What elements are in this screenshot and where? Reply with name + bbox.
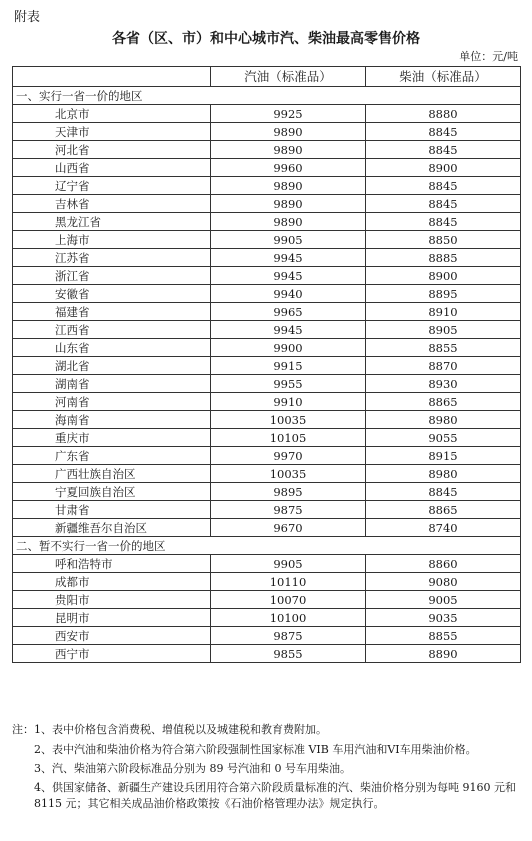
gasoline-price-cell: 9900: [211, 339, 366, 357]
table-row: [13, 483, 521, 501]
region-cell: 西宁市: [13, 645, 211, 663]
footnote-3: 3、汽、柴油第六阶段标准品分别为 89 号汽油和 0 号车用柴油。: [34, 762, 351, 775]
gasoline-price-cell: 9955: [211, 375, 366, 393]
region-cell: 广东省: [13, 447, 211, 465]
table-row: [13, 285, 521, 303]
diesel-price-cell: 9055: [366, 429, 521, 447]
price-table: [12, 66, 521, 663]
gasoline-price-cell: 9905: [211, 555, 366, 573]
region-cell: 山西省: [13, 159, 211, 177]
diesel-price-cell: 8930: [366, 375, 521, 393]
diesel-price-cell: 9035: [366, 609, 521, 627]
region-cell: 安徽省: [13, 285, 211, 303]
region-cell: 新疆维吾尔自治区: [13, 519, 211, 537]
diesel-price-cell: 8880: [366, 105, 521, 123]
region-cell: 江苏省: [13, 249, 211, 267]
table-row: [13, 375, 521, 393]
gasoline-price-cell: 9875: [211, 627, 366, 645]
diesel-price-cell: 8860: [366, 555, 521, 573]
diesel-price-cell: 8845: [366, 213, 521, 231]
gasoline-price-cell: 9890: [211, 195, 366, 213]
gasoline-price-cell: 10100: [211, 609, 366, 627]
table-row: [13, 447, 521, 465]
table-row: [13, 555, 521, 573]
diesel-price-cell: 8845: [366, 123, 521, 141]
gasoline-price-cell: 9915: [211, 357, 366, 375]
diesel-price-cell: 8855: [366, 627, 521, 645]
unit-label: 单位：元/吨: [459, 50, 518, 63]
gasoline-price-cell: 9960: [211, 159, 366, 177]
region-cell: 黑龙江省: [13, 213, 211, 231]
region-cell: 上海市: [13, 231, 211, 249]
table-row: [13, 465, 521, 483]
table-header-row: [13, 67, 521, 87]
gasoline-price-cell: 9965: [211, 303, 366, 321]
diesel-price-cell: 8850: [366, 231, 521, 249]
header-gasoline: 汽油（标准品）: [211, 67, 366, 87]
gasoline-price-cell: 9970: [211, 447, 366, 465]
section-row: [13, 537, 521, 555]
gasoline-price-cell: 9890: [211, 177, 366, 195]
diesel-price-cell: 8845: [366, 177, 521, 195]
table-row: [13, 591, 521, 609]
gasoline-price-cell: 9945: [211, 249, 366, 267]
diesel-price-cell: 8980: [366, 465, 521, 483]
gasoline-price-cell: 9890: [211, 213, 366, 231]
gasoline-price-cell: 9940: [211, 285, 366, 303]
header-diesel: 柴油（标准品）: [366, 67, 521, 87]
region-cell: 河南省: [13, 393, 211, 411]
table-row: [13, 123, 521, 141]
diesel-price-cell: 8845: [366, 141, 521, 159]
region-cell: 海南省: [13, 411, 211, 429]
table-row: [13, 231, 521, 249]
diesel-price-cell: 8980: [366, 411, 521, 429]
region-cell: 昆明市: [13, 609, 211, 627]
table-row: [13, 159, 521, 177]
region-cell: 辽宁省: [13, 177, 211, 195]
region-cell: 贵阳市: [13, 591, 211, 609]
gasoline-price-cell: 10105: [211, 429, 366, 447]
table-row: [13, 267, 521, 285]
diesel-price-cell: 8845: [366, 483, 521, 501]
gasoline-price-cell: 9890: [211, 123, 366, 141]
table-row: [13, 501, 521, 519]
region-cell: 天津市: [13, 123, 211, 141]
gasoline-price-cell: 9890: [211, 141, 366, 159]
section-label: 二、暂不实行一省一价的地区: [13, 537, 521, 555]
gasoline-price-cell: 9895: [211, 483, 366, 501]
table-row: [13, 357, 521, 375]
diesel-price-cell: 8845: [366, 195, 521, 213]
diesel-price-cell: 8915: [366, 447, 521, 465]
diesel-price-cell: 8740: [366, 519, 521, 537]
table-row: [13, 609, 521, 627]
table-row: [13, 249, 521, 267]
region-cell: 浙江省: [13, 267, 211, 285]
table-row: [13, 429, 521, 447]
region-cell: 北京市: [13, 105, 211, 123]
region-cell: 呼和浩特市: [13, 555, 211, 573]
table-row: [13, 321, 521, 339]
table-row: [13, 213, 521, 231]
table-row: [13, 627, 521, 645]
section-row: [13, 87, 521, 105]
region-cell: 湖北省: [13, 357, 211, 375]
region-cell: 广西壮族自治区: [13, 465, 211, 483]
gasoline-price-cell: 10110: [211, 573, 366, 591]
diesel-price-cell: 8890: [366, 645, 521, 663]
diesel-price-cell: 8910: [366, 303, 521, 321]
gasoline-price-cell: 9910: [211, 393, 366, 411]
table-row: [13, 519, 521, 537]
footnote-1: 注：1、表中价格包含消费税、增值税以及城建税和教育费附加。: [12, 723, 327, 736]
gasoline-price-cell: 10035: [211, 411, 366, 429]
price-table-body: [13, 67, 521, 663]
table-row: [13, 645, 521, 663]
region-cell: 西安市: [13, 627, 211, 645]
table-row: [13, 393, 521, 411]
region-cell: 宁夏回族自治区: [13, 483, 211, 501]
footnote-2: 2、表中汽油和柴油价格为符合第六阶段强制性国家标准 VIB 车用汽油和VI车用柴油价格。: [34, 743, 477, 756]
header-region: [13, 67, 211, 87]
gasoline-price-cell: 9670: [211, 519, 366, 537]
gasoline-price-cell: 9855: [211, 645, 366, 663]
region-cell: 重庆市: [13, 429, 211, 447]
diesel-price-cell: 8870: [366, 357, 521, 375]
region-cell: 江西省: [13, 321, 211, 339]
region-cell: 甘肃省: [13, 501, 211, 519]
gasoline-price-cell: 9945: [211, 321, 366, 339]
region-cell: 河北省: [13, 141, 211, 159]
gasoline-price-cell: 10035: [211, 465, 366, 483]
diesel-price-cell: 8865: [366, 393, 521, 411]
table-row: [13, 177, 521, 195]
diesel-price-cell: 8905: [366, 321, 521, 339]
gasoline-price-cell: 9875: [211, 501, 366, 519]
table-row: [13, 195, 521, 213]
table-row: [13, 573, 521, 591]
table-row: [13, 339, 521, 357]
region-cell: 福建省: [13, 303, 211, 321]
diesel-price-cell: 9005: [366, 591, 521, 609]
diesel-price-cell: 8885: [366, 249, 521, 267]
table-row: [13, 303, 521, 321]
document-title: 各省（区、市）和中心城市汽、柴油最高零售价格: [112, 31, 420, 47]
region-cell: 湖南省: [13, 375, 211, 393]
section-label: 一、实行一省一价的地区: [13, 87, 521, 105]
diesel-price-cell: 8900: [366, 159, 521, 177]
diesel-price-cell: 8865: [366, 501, 521, 519]
table-row: [13, 105, 521, 123]
diesel-price-cell: 9080: [366, 573, 521, 591]
table-row: [13, 411, 521, 429]
diesel-price-cell: 8895: [366, 285, 521, 303]
diesel-price-cell: 8855: [366, 339, 521, 357]
region-cell: 成都市: [13, 573, 211, 591]
diesel-price-cell: 8900: [366, 267, 521, 285]
gasoline-price-cell: 9905: [211, 231, 366, 249]
region-cell: 吉林省: [13, 195, 211, 213]
appendix-label: 附表: [14, 10, 41, 25]
table-row: [13, 141, 521, 159]
gasoline-price-cell: 10070: [211, 591, 366, 609]
region-cell: 山东省: [13, 339, 211, 357]
footnotes: [12, 722, 522, 815]
footnote-4: 4、供国家储备、新疆生产建设兵团用符合第六阶段质量标准的汽、柴油价格分别为每吨 9160 元和 8115 元；其它相关成品油价格政策按《石油价格管理办法》规定执行。: [34, 781, 516, 810]
gasoline-price-cell: 9925: [211, 105, 366, 123]
gasoline-price-cell: 9945: [211, 267, 366, 285]
